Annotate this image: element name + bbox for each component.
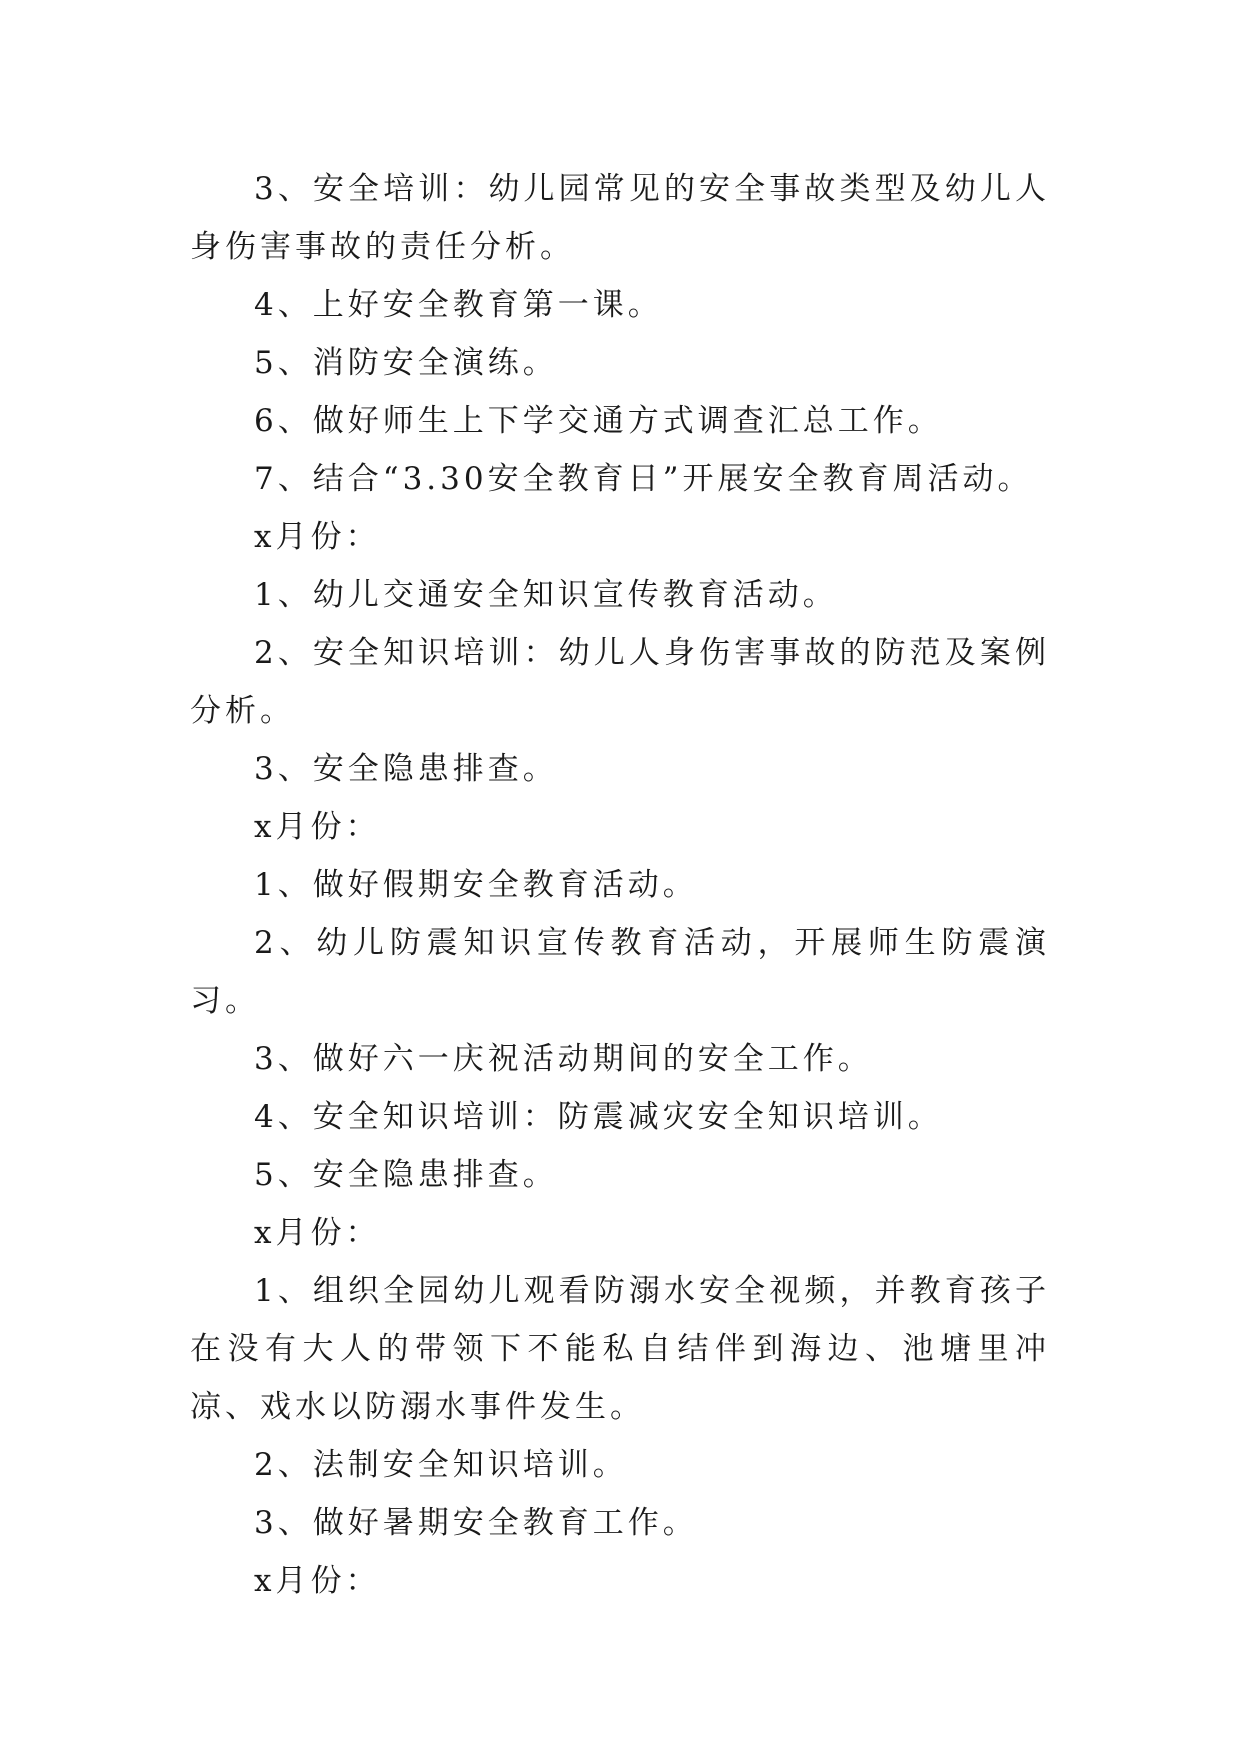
month-heading: x月份： [254,519,381,555]
document-body [190,160,1050,1610]
paragraph-hazard-inspection: 3、安全隐患排查。 [254,751,558,787]
paragraph-safety-education-week: 7、结合“3.30安全教育日”开展安全教育周活动。 [254,461,1033,497]
paragraph-commute-survey: 6、做好师生上下学交通方式调查汇总工作。 [254,403,943,439]
paragraph-traffic-safety-education: 1、幼儿交通安全知识宣传教育活动。 [254,577,838,613]
month-heading: x月份： [254,1563,381,1599]
paragraph-safety-training-accident-types: 3、安全培训：幼儿园常见的安全事故类型及幼儿人身伤害事故的责任分析。 [190,171,1050,265]
paragraph-childrens-day-safety: 3、做好六一庆祝活动期间的安全工作。 [254,1041,873,1077]
paragraph-legal-safety-training: 2、法制安全知识培训。 [254,1447,628,1483]
paragraph-injury-prevention-training: 2、安全知识培训：幼儿人身伤害事故的防范及案例分析。 [190,635,1050,729]
month-heading: x月份： [254,1215,381,1251]
month-heading: x月份： [254,809,381,845]
paragraph-hazard-inspection: 5、安全隐患排查。 [254,1157,558,1193]
paragraph-first-safety-lesson: 4、上好安全教育第一课。 [254,287,663,323]
paragraph-earthquake-education-drill: 2、幼儿防震知识宣传教育活动，开展师生防震演习。 [190,925,1050,1019]
paragraph-summer-safety-education: 3、做好暑期安全教育工作。 [254,1505,698,1541]
paragraph-holiday-safety-education: 1、做好假期安全教育活动。 [254,867,698,903]
paragraph-drowning-prevention-video: 1、组织全园幼儿观看防溺水安全视频，并教育孩子在没有大人的带领下不能私自结伴到海边、池塘里冲凉、戏水以防溺水事件发生。 [190,1273,1050,1425]
paragraph-fire-drill: 5、消防安全演练。 [254,345,558,381]
paragraph-disaster-reduction-training: 4、安全知识培训：防震减灾安全知识培训。 [254,1099,943,1135]
